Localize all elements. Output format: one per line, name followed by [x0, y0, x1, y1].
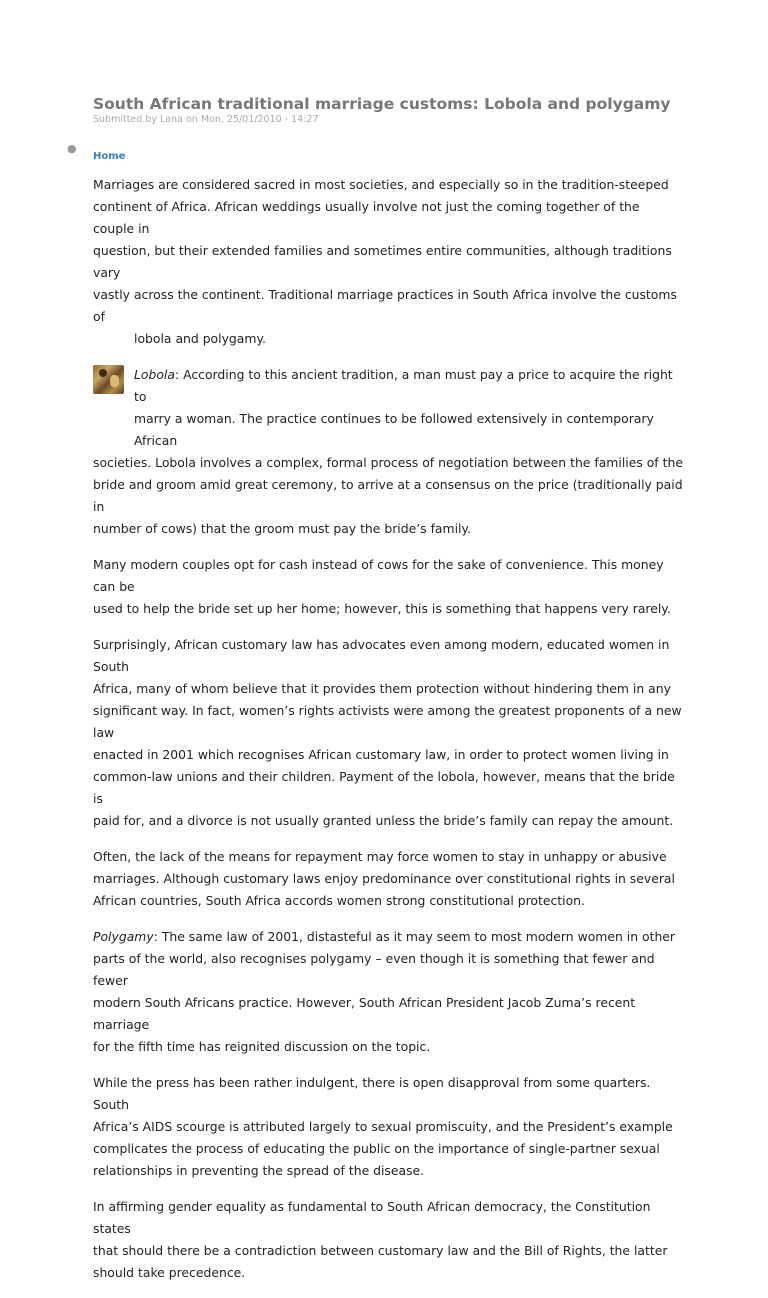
- text-line: Polygamy: The same law of 2001, distasteful as it may seem to most modern women in other: [93, 929, 676, 944]
- bullet-icon: ●: [67, 142, 77, 155]
- submitted-byline: Submitted by Lana on Mon, 25/01/2010 - 14:27: [93, 114, 319, 125]
- text-line: modern South Africans practice. However, South African President Jacob Zuma’s recent marriage: [93, 995, 636, 1032]
- repayment-paragraph: [93, 846, 683, 912]
- text-line: that should there be a contradiction between customary law and the Bill of Rights, the latter: [93, 1243, 668, 1258]
- text-line: number of cows) that the groom must pay the bride’s family.: [93, 521, 471, 536]
- lobola-paragraph: [93, 364, 683, 540]
- text-line: relationships in preventing the spread of the disease.: [93, 1163, 425, 1178]
- text-line: Surprisingly, African customary law has advocates even among modern, educated women in South: [93, 637, 670, 674]
- text-line: paid for, and a divorce is not usually granted unless the bride’s family can repay the amount.: [93, 813, 674, 828]
- press-paragraph: [93, 1072, 683, 1182]
- customary-law-paragraph: [93, 634, 683, 832]
- text-line: In affirming gender equality as fundamental to South African democracy, the Constitution states: [93, 1199, 651, 1236]
- text-line: significant way. In fact, women’s rights activists were among the greatest proponents of a new law: [93, 703, 682, 740]
- text-line: enacted in 2001 which recognises African customary law, in order to protect women living in: [93, 747, 669, 762]
- text-line: Marriages are considered sacred in most societies, and especially so in the tradition-steeped: [93, 177, 669, 192]
- text-line: should take precedence.: [93, 1265, 246, 1280]
- text-line: complicates the process of educating the public on the importance of single-partner sexual: [93, 1141, 660, 1156]
- text-line: bride and groom amid great ceremony, to arrive at a consensus on the price (traditionally paid in: [93, 477, 683, 514]
- equality-paragraph: [93, 1196, 683, 1284]
- text-line: marry a woman. The practice continues to be followed extensively in contemporary African: [134, 411, 654, 448]
- text-line: Many modern couples opt for cash instead of cows for the sake of convenience. This money can be: [93, 557, 664, 594]
- text-line: Africa’s AIDS scourge is attributed largely to sexual promiscuity, and the President’s example: [93, 1119, 673, 1134]
- lobola-term: Lobola: [134, 367, 175, 382]
- page-title: South African traditional marriage customs: Lobola and polygamy: [93, 95, 671, 113]
- text-line: Often, the lack of the means for repayment may force women to stay in unhappy or abusive: [93, 849, 667, 864]
- text-line: While the press has been rather indulgent, there is open disapproval from some quarters. South: [93, 1075, 651, 1112]
- polygamy-paragraph: [93, 926, 683, 1058]
- text-line: question, but their extended families and sometimes entire communities, although traditions vary: [93, 243, 672, 280]
- breadcrumb: [67, 142, 683, 162]
- intro-paragraph: [93, 174, 683, 350]
- text-line: African countries, South Africa accords women strong constitutional protection.: [93, 893, 585, 908]
- lobola-thumbnail-image: [93, 365, 124, 394]
- text-line: for the fifth time has reignited discussion on the topic.: [93, 1039, 431, 1054]
- text-line: common-law unions and their children. Payment of the lobola, however, means that the bride is: [93, 769, 675, 806]
- cash-paragraph: [93, 554, 683, 620]
- text-line: Africa, many of whom believe that it provides them protection without hindering them in any: [93, 681, 671, 696]
- text-line: used to help the bride set up her home; however, this is something that happens very rarely.: [93, 601, 671, 616]
- text-line: marriages. Although customary laws enjoy predominance over constitutional rights in several: [93, 871, 675, 886]
- article: [67, 94, 683, 1298]
- text-line: parts of the world, also recognises polygamy – even though it is something that fewer and fewer: [93, 951, 655, 988]
- article-body: [93, 174, 683, 1284]
- polygamy-term: Polygamy: [93, 929, 154, 944]
- text-line: vastly across the continent. Traditional marriage practices in South Africa involve the customs of: [93, 287, 677, 324]
- home-link[interactable]: Home: [93, 151, 126, 162]
- text-line: lobola and polygamy.: [134, 331, 266, 346]
- text-line: continent of Africa. African weddings usually involve not just the coming together of the couple in: [93, 199, 640, 236]
- text-line: societies. Lobola involves a complex, formal process of negotiation between the families of the: [93, 455, 683, 470]
- text-line: Lobola: According to this ancient tradition, a man must pay a price to acquire the right to: [134, 367, 673, 404]
